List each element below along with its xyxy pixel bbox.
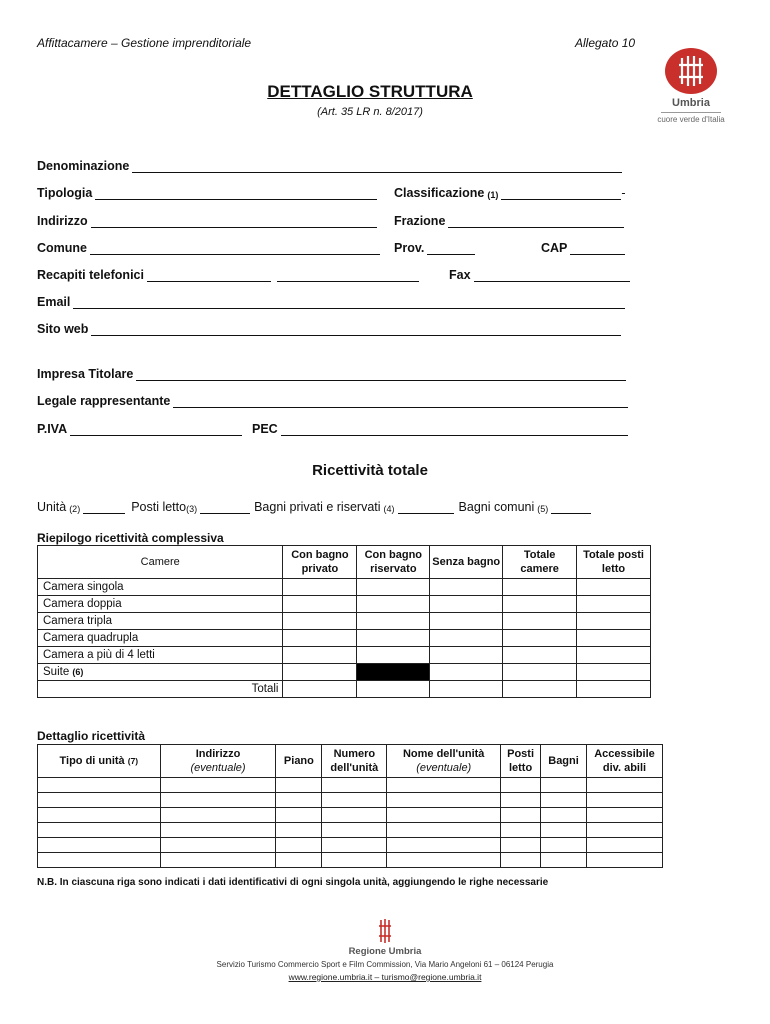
field-cap — [541, 239, 625, 255]
table-cell[interactable] — [357, 630, 430, 647]
table-cell[interactable] — [501, 823, 541, 838]
table-row — [38, 853, 663, 868]
table-cell[interactable] — [283, 681, 357, 698]
table-cell[interactable] — [577, 681, 651, 698]
table-cell[interactable] — [503, 647, 577, 664]
table-cell[interactable] — [587, 838, 663, 853]
table-cell[interactable] — [503, 681, 577, 698]
table-cell[interactable] — [541, 853, 587, 868]
note-bagni-comuni: (5) — [537, 504, 549, 514]
table-cell[interactable] — [38, 823, 161, 838]
table-cell[interactable] — [283, 613, 357, 630]
classificazione-tail: - — [621, 186, 626, 200]
header-tipo-note: (7) — [127, 756, 139, 766]
table-cell[interactable] — [503, 664, 577, 681]
header-totale-posti: Totale posti letto — [577, 546, 651, 579]
regione-emblem-icon — [378, 918, 392, 944]
input-unita[interactable] — [83, 502, 125, 514]
table-cell[interactable] — [541, 793, 587, 808]
label-indirizzo: Indirizzo — [37, 214, 88, 228]
field-indirizzo — [37, 212, 377, 228]
table-row — [38, 596, 651, 613]
header-accessibile: Accessibile div. abili — [587, 745, 663, 778]
input-pec[interactable] — [281, 424, 628, 436]
riepilogo-table — [37, 545, 651, 698]
table-cell[interactable] — [322, 853, 387, 868]
table-cell[interactable] — [587, 778, 663, 793]
table-cell[interactable] — [430, 630, 503, 647]
note-classificazione: (1) — [487, 190, 499, 200]
logo-name: Umbria — [672, 97, 710, 109]
table-cell[interactable] — [577, 647, 651, 664]
footer-org: Regione Umbria — [348, 946, 422, 957]
input-posti-letto[interactable] — [200, 502, 250, 514]
table-cell[interactable] — [503, 613, 577, 630]
table-row — [38, 838, 663, 853]
footer-address: Servizio Turismo Commercio Sport e Film Commission, Via Mario Angeloni 61 – 06124 Perugia — [216, 960, 554, 969]
label-classificazione: Classificazione — [394, 186, 485, 200]
table-cell[interactable] — [387, 838, 501, 853]
header-tipo-unita — [38, 745, 161, 778]
input-email[interactable] — [73, 297, 625, 309]
field-frazione — [394, 212, 624, 228]
table-cell[interactable] — [430, 596, 503, 613]
header-nome-label: Nome dell'unità — [402, 748, 485, 760]
table-row — [38, 647, 651, 664]
field-classificazione — [394, 184, 626, 200]
page-subtitle: (Art. 35 LR n. 8/2017) — [317, 106, 423, 118]
input-prov[interactable] — [427, 243, 475, 255]
label-recapiti: Recapiti telefonici — [37, 268, 144, 282]
header-indirizzo-sub: (eventuale) — [190, 762, 246, 774]
input-piva[interactable] — [70, 424, 242, 436]
riepilogo-title: Riepilogo ricettività complessiva — [37, 531, 224, 545]
table-row — [38, 808, 663, 823]
header-totale-camere: Totale camere — [503, 546, 577, 579]
label-frazione: Frazione — [394, 214, 446, 228]
input-legale[interactable] — [173, 396, 628, 408]
note-unita: (2) — [69, 504, 81, 514]
header-con-bagno-riservato: Con bagno riservato — [357, 546, 430, 579]
footer-links[interactable]: www.regione.umbria.it – turismo@regione.umbria.it — [288, 972, 482, 982]
table-cell[interactable] — [503, 630, 577, 647]
header-bagni: Bagni — [541, 745, 587, 778]
table-cell[interactable] — [541, 808, 587, 823]
row-label-suite — [38, 664, 283, 681]
table-cell[interactable] — [430, 664, 503, 681]
table-cell[interactable] — [276, 823, 322, 838]
nb-note: N.B. In ciascuna riga sono indicati i dati identificativi di ogni singola unità, aggiungendo le righe necessarie — [37, 877, 549, 888]
label-comune: Comune — [37, 241, 87, 255]
label-prov: Prov. — [394, 241, 425, 255]
table-cell[interactable] — [160, 778, 276, 793]
table-cell[interactable] — [587, 808, 663, 823]
note-posti-letto: (3) — [186, 504, 198, 514]
table-cell[interactable] — [38, 808, 161, 823]
ricettivita-title: Ricettività totale — [312, 462, 428, 479]
suite-label: Suite — [43, 666, 70, 678]
table-cell[interactable] — [541, 823, 587, 838]
table-cell[interactable] — [387, 853, 501, 868]
header-nome-sub: (eventuale) — [416, 762, 472, 774]
field-recapiti — [37, 266, 419, 282]
table-cell[interactable] — [501, 778, 541, 793]
input-telefono-2[interactable] — [277, 270, 419, 282]
field-denominazione — [37, 157, 622, 173]
table-cell[interactable] — [283, 630, 357, 647]
table-cell[interactable] — [387, 808, 501, 823]
table-cell[interactable] — [501, 793, 541, 808]
table-cell[interactable] — [160, 838, 276, 853]
header-numero-unita: Numero dell'unità — [322, 745, 387, 778]
note-bagni-privati: (4) — [383, 504, 395, 514]
label-tipologia: Tipologia — [37, 186, 93, 200]
label-unita: Unità — [37, 500, 67, 514]
table-cell[interactable] — [541, 838, 587, 853]
totals-label: Totali — [38, 681, 283, 698]
label-bagni-privati: Bagni privati e riservati — [254, 500, 381, 514]
table-cell[interactable] — [387, 823, 501, 838]
totals-row — [38, 681, 651, 698]
blocked-cell — [357, 664, 430, 681]
table-cell[interactable] — [541, 778, 587, 793]
table-cell[interactable] — [503, 579, 577, 596]
dettaglio-table — [37, 744, 663, 868]
logo-tagline: cuore verde d'Italia — [657, 115, 725, 124]
label-piva: P.IVA — [37, 422, 68, 436]
table-cell[interactable] — [322, 778, 387, 793]
table-cell[interactable] — [587, 793, 663, 808]
suite-note: (6) — [72, 667, 84, 677]
table-cell[interactable] — [357, 579, 430, 596]
table-cell[interactable] — [276, 808, 322, 823]
label-cap: CAP — [541, 241, 568, 255]
table-cell[interactable] — [357, 613, 430, 630]
table-cell[interactable] — [283, 596, 357, 613]
input-telefono-1[interactable] — [147, 270, 271, 282]
table-cell[interactable] — [577, 630, 651, 647]
table-cell[interactable] — [587, 823, 663, 838]
row-label: Camera doppia — [38, 596, 283, 613]
label-denominazione: Denominazione — [37, 159, 130, 173]
dettaglio-header-row — [38, 745, 663, 778]
dettaglio-title: Dettaglio ricettività — [37, 729, 146, 743]
table-row — [38, 664, 651, 681]
table-cell[interactable] — [160, 853, 276, 868]
input-fax[interactable] — [474, 270, 630, 282]
label-pec: PEC — [252, 422, 278, 436]
input-bagni-privati[interactable] — [398, 502, 454, 514]
header-doc-type: Affittacamere – Gestione imprenditoriale — [37, 36, 252, 50]
input-classificazione[interactable] — [501, 188, 621, 200]
table-cell[interactable] — [322, 823, 387, 838]
field-ricettivita-totale — [37, 498, 591, 514]
row-label: Camera a più di 4 letti — [38, 647, 283, 664]
input-indirizzo[interactable] — [91, 216, 377, 228]
table-row — [38, 823, 663, 838]
row-label: Camera quadrupla — [38, 630, 283, 647]
table-cell[interactable] — [357, 647, 430, 664]
label-bagni-comuni: Bagni comuni — [458, 500, 535, 514]
header-piano: Piano — [276, 745, 322, 778]
field-impresa — [37, 365, 626, 381]
input-cap[interactable] — [570, 243, 625, 255]
table-cell[interactable] — [357, 596, 430, 613]
label-email: Email — [37, 295, 71, 309]
table-cell[interactable] — [276, 778, 322, 793]
header-indirizzo-label: Indirizzo — [195, 748, 241, 760]
table-cell[interactable] — [276, 853, 322, 868]
table-cell[interactable] — [283, 664, 357, 681]
label-fax: Fax — [449, 268, 471, 282]
table-cell[interactable] — [38, 838, 161, 853]
header-con-bagno-privato: Con bagno privato — [283, 546, 357, 579]
table-cell[interactable] — [501, 853, 541, 868]
table-cell[interactable] — [283, 647, 357, 664]
row-label: Camera singola — [38, 579, 283, 596]
field-piva — [37, 420, 242, 436]
table-cell[interactable] — [276, 838, 322, 853]
table-cell[interactable] — [587, 853, 663, 868]
table-cell[interactable] — [577, 664, 651, 681]
label-posti-letto: Posti letto — [131, 500, 187, 514]
riepilogo-header-row — [38, 546, 651, 579]
table-cell[interactable] — [501, 808, 541, 823]
header-posti-letto: Posti letto — [501, 745, 541, 778]
label-legale: Legale rappresentante — [37, 394, 171, 408]
page-title: DETTAGLIO STRUTTURA — [267, 82, 473, 101]
field-pec — [252, 420, 628, 436]
table-cell[interactable] — [577, 596, 651, 613]
table-cell[interactable] — [387, 793, 501, 808]
input-frazione[interactable] — [448, 216, 624, 228]
table-cell[interactable] — [38, 778, 161, 793]
table-cell[interactable] — [160, 793, 276, 808]
input-sito-web[interactable] — [91, 324, 621, 336]
table-cell[interactable] — [283, 579, 357, 596]
field-email — [37, 293, 625, 309]
table-cell[interactable] — [577, 613, 651, 630]
input-bagni-comuni[interactable] — [551, 502, 591, 514]
table-cell[interactable] — [430, 681, 503, 698]
input-tipologia[interactable] — [95, 188, 377, 200]
table-cell[interactable] — [430, 579, 503, 596]
input-comune[interactable] — [90, 243, 380, 255]
header-camere: Camere — [38, 546, 283, 579]
header-tipo-label: Tipo di unità — [59, 755, 125, 767]
header-nome-unita — [387, 745, 501, 778]
field-prov — [394, 239, 475, 255]
table-cell[interactable] — [322, 838, 387, 853]
table-cell[interactable] — [577, 579, 651, 596]
table-cell[interactable] — [501, 838, 541, 853]
table-cell[interactable] — [430, 647, 503, 664]
table-cell[interactable] — [503, 596, 577, 613]
table-cell[interactable] — [38, 853, 161, 868]
input-impresa[interactable] — [136, 369, 626, 381]
field-comune — [37, 239, 380, 255]
header-senza-bagno: Senza bagno — [430, 546, 503, 579]
label-impresa: Impresa Titolare — [37, 367, 134, 381]
table-row — [38, 778, 663, 793]
field-tipologia — [37, 184, 377, 200]
row-label: Camera tripla — [38, 613, 283, 630]
table-cell[interactable] — [322, 793, 387, 808]
table-cell[interactable] — [38, 793, 161, 808]
header-indirizzo — [160, 745, 276, 778]
table-cell[interactable] — [160, 808, 276, 823]
table-row — [38, 793, 663, 808]
table-cell[interactable] — [430, 613, 503, 630]
table-cell[interactable] — [357, 681, 430, 698]
label-sito-web: Sito web — [37, 322, 89, 336]
table-row — [38, 613, 651, 630]
table-cell[interactable] — [322, 808, 387, 823]
table-row — [38, 579, 651, 596]
input-denominazione[interactable] — [132, 161, 622, 173]
table-cell[interactable] — [276, 793, 322, 808]
field-sito-web — [37, 320, 621, 336]
header-annex-number: Allegato 10 — [575, 36, 636, 50]
table-row — [38, 630, 651, 647]
table-cell[interactable] — [387, 778, 501, 793]
field-legale — [37, 392, 628, 408]
field-fax — [449, 266, 630, 282]
table-cell[interactable] — [160, 823, 276, 838]
